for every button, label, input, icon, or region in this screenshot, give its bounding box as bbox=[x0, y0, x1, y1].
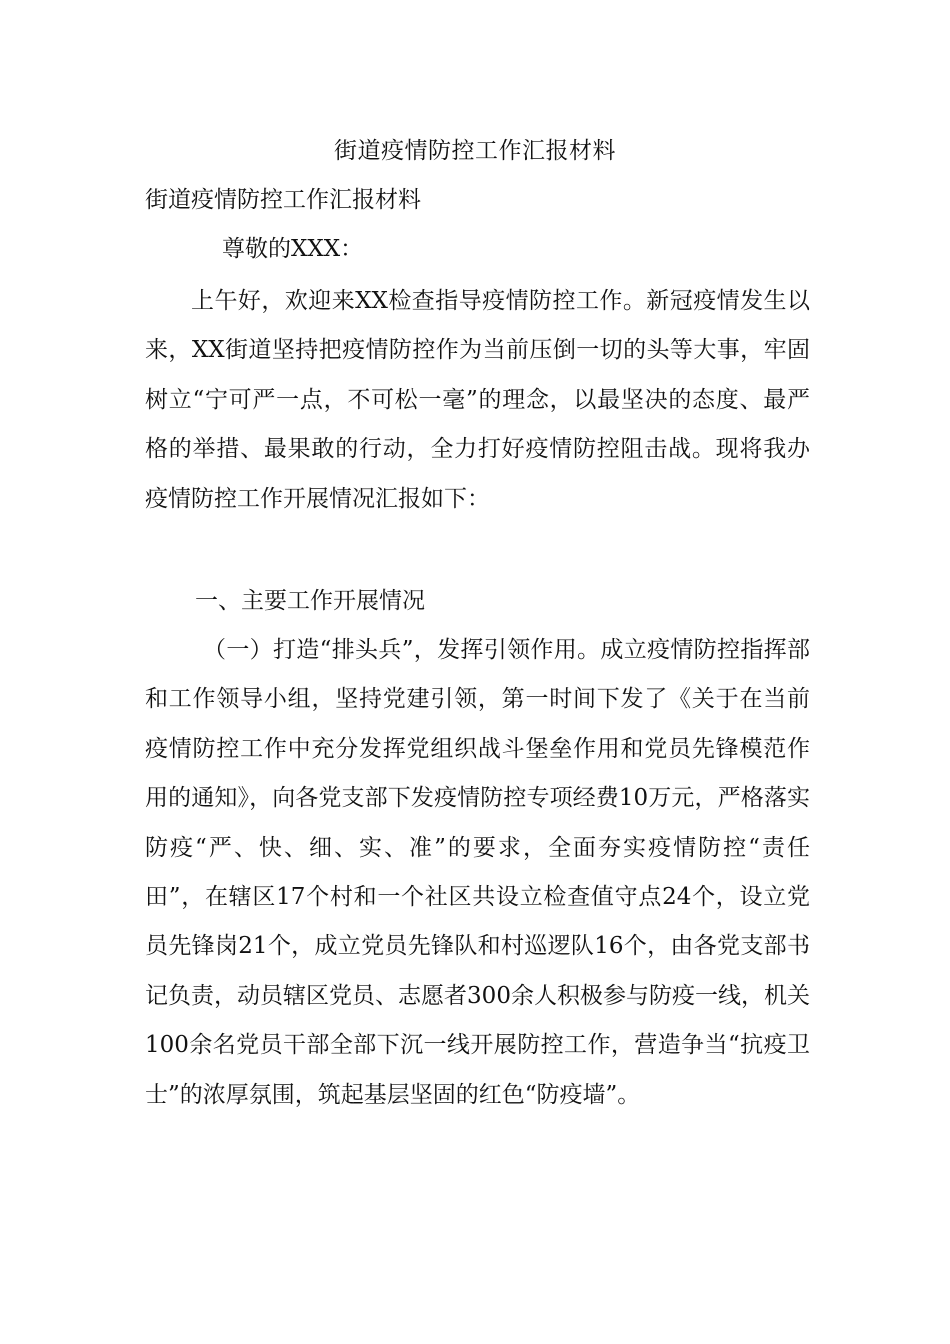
salutation: 尊敬的XXX： bbox=[222, 236, 364, 262]
document-subtitle: 街道疫情防控工作汇报材料 bbox=[145, 187, 421, 213]
section-heading: 一、主要工作开展情况 bbox=[195, 588, 425, 614]
paragraph-intro: 上午好，欢迎来XX检查指导疫情防控工作。新冠疫情发生以来，XX街道坚持把疫情防控作为当前压倒一切的头等大事，牢固树立“宁可严一点，不可松一毫”的理念，以最坚决的态度、最严格的举措、最果敢的行动，全力打好疫情防控阻击战。现将我办疫情防控工作开展情况汇报如下： bbox=[145, 288, 810, 512]
paragraph-section-1: （一）打造“排头兵”，发挥引领作用。成立疫情防控指挥部和工作领导小组，坚持党建引领，第一时间下发了《关于在当前疫情防控工作中充分发挥党组织战斗堡垒作用和党员先锋模范作用的通知》，向各党支部下发疫情防控专项经费10万元，严格落实防疫“严、快、细、实、准”的要求，全面夯实疫情防控“责任田”，在辖区17个村和一个社区共设立检查值守点24个，设立党员先锋岗21个，成立党员先锋队和村巡逻队16个，由各党支部书记负责，动员辖区党员、志愿者300余人积极参与防疫一线，机关100余名党员干部全部下沉一线开展防控工作，营造争当“抗疫卫士”的浓厚氛围，筑起基层坚固的红色“防疫墙”。 bbox=[145, 637, 810, 1108]
document-title: 街道疫情防控工作汇报材料 bbox=[334, 138, 616, 164]
